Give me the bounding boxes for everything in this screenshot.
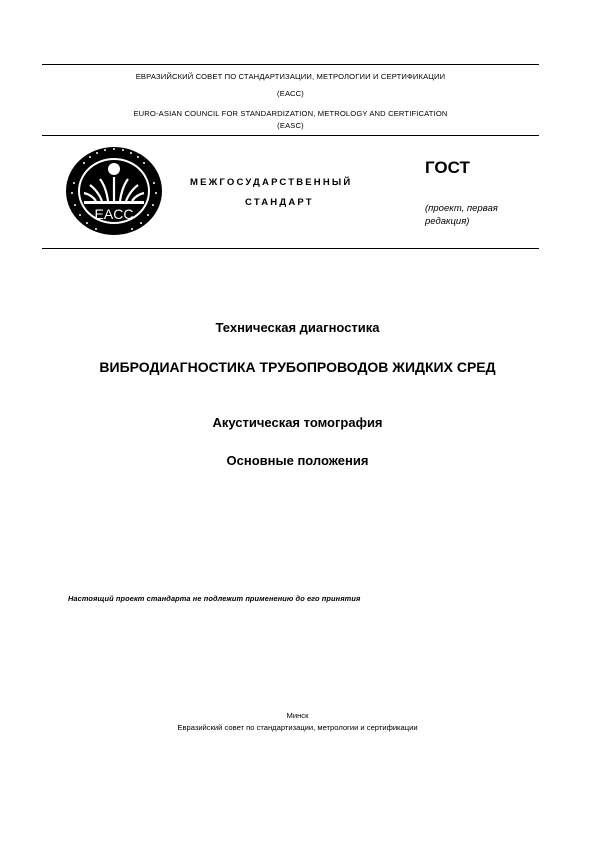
title-block-rule [42, 248, 539, 249]
footer-organization: Евразийский совет по стандартизации, метрологии и сертификации [177, 723, 418, 732]
draft-status: (проект, первая редакция) [425, 203, 498, 227]
subject-title: Техническая диагностика [215, 320, 380, 335]
council-name-ru: ЕВРАЗИЙСКИЙ СОВЕТ ПО СТАНДАРТИЗАЦИИ, МЕТРОЛОГИИ И СЕРТИФИКАЦИИ [135, 72, 446, 81]
standard-code: ГОСТ [425, 158, 470, 177]
council-abbr-ru: (ЕАСС) [277, 89, 304, 98]
sub-title: Основные положения [226, 453, 369, 468]
draft-notice: Настоящий проект стандарта не подлежит применению до его принятия [68, 594, 361, 603]
main-title [0, 354, 595, 380]
footer-city: Минск [286, 711, 309, 720]
main-title-text: ВИБРОДИАГНОСТИКА ТРУБОПРОВОДОВ ЖИДКИХ СРЕД [99, 359, 496, 375]
council-abbr-en: (EASC) [277, 121, 304, 130]
interstate-standard-label [190, 173, 390, 213]
top-rule [42, 64, 539, 65]
eacc-emblem-icon [60, 143, 168, 239]
header-rule [42, 135, 539, 136]
interstate-label-line1: МЕЖГОСУДАРСТВЕННЫЙ [190, 177, 353, 188]
council-name-en: EURO-ASIAN COUNCIL FOR STANDARDIZATION, METROLOGY AND CERTIFICATION [133, 109, 448, 118]
part-title: Акустическая томография [212, 415, 383, 430]
emblem-label: EACC [94, 206, 134, 222]
interstate-label-line2: СТАНДАРТ [245, 197, 314, 208]
